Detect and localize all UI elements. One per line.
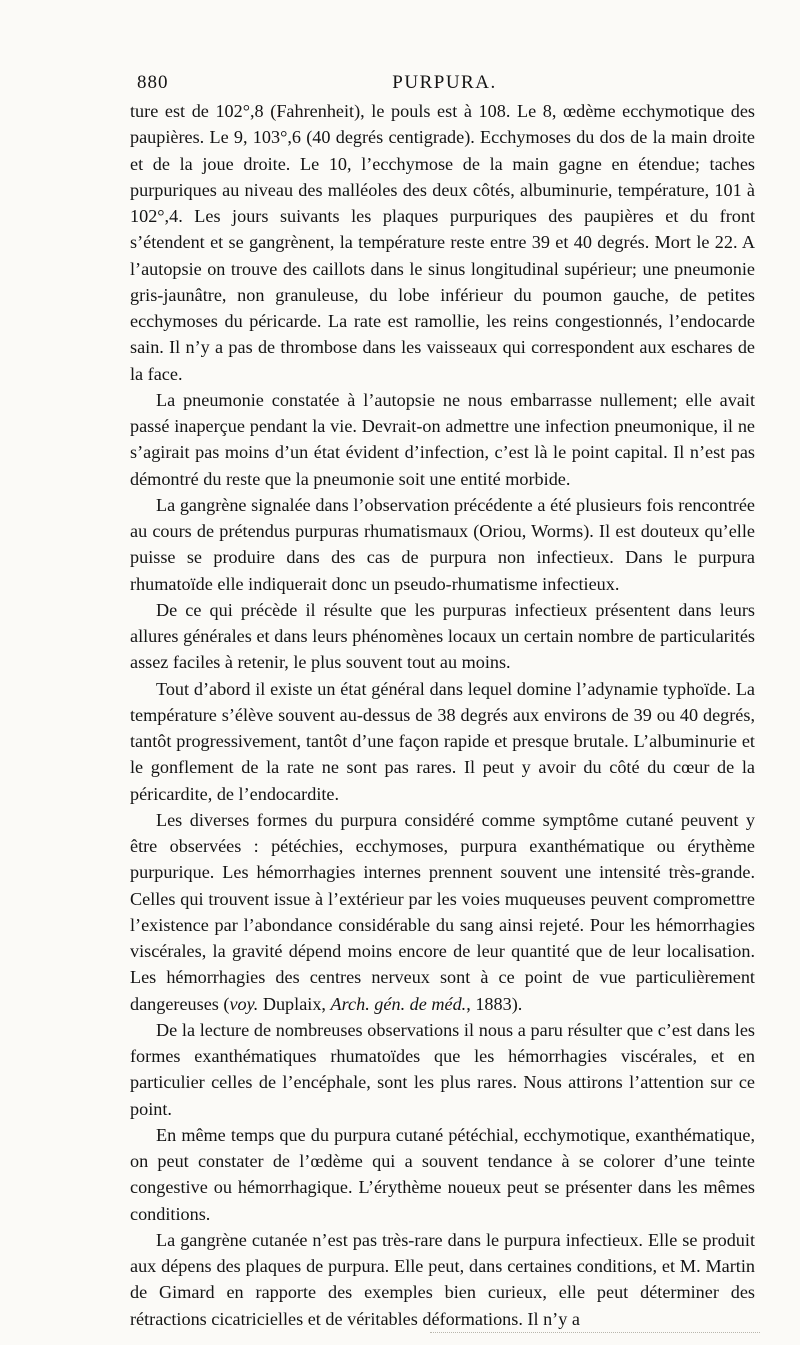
citation-voy: voy. [229,993,259,1014]
running-title: PURPURA. [392,72,497,93]
paragraph: En même temps que du purpura cutané pétéchial, ecchymotique, exanthématique, on peut constater de l’œdème qui a souvent tendance à se colorer d’une teinte congestive ou hémorrhagique. L’érythème noueux peut se présenter dans les mêmes conditions. [130,1124,755,1224]
citation-author: Duplaix, [258,993,331,1014]
citation-journal: Arch. gén. de méd. [330,993,467,1014]
paragraph: La gangrène signalée dans l’observation précédente a été plusieurs fois rencontrée au cours de prétendus purpuras rhumatismaux (Oriou, Worms). Il est douteux qu’elle puisse se produire dans des cas de purpura non infectieux. Dans le purpura rhumatoïde elle indiquerait donc un pseudo-rhumatisme infectieux. [130,494,755,594]
paragraph: La pneumonie constatée à l’autopsie ne nous embarrasse nullement; elle avait passé inaperçue pendant la vie. Devrait-on admettre une infection pneumonique, il ne s’agirait pas moins d’un état évident d’infection, c’est là le point capital. Il n’est pas démontré du reste que la pneumonie soit une entité morbide. [130,389,755,489]
page-number: 880 [137,72,169,93]
paragraph-with-citation [130,807,755,1017]
paragraph: ture est de 102°,8 (Fahrenheit), le pouls est à 108. Le 8, œdème ecchymotique des paupières. Le 9, 103°,6 (40 degrés centigrade). Ecchymoses du dos de la main droite et de la joue droite. Le 10, l’ecchymose de la main gagne en étendue; taches purpuriques au niveau des malléoles des deux côtés, albuminurie, température, 101 à 102°,4. Les jours suivants les plaques purpuriques des paupières et du front s’étendent et se gangrènent, la température reste entre 39 et 40 degrés. Mort le 22. A l’autopsie on trouve des caillots dans le sinus longitudinal supérieur; une pneumonie gris-jaunâtre, non granuleuse, du lobe inférieur du poumon gauche, de petites ecchymoses du péricarde. La rate est ramollie, les reins congestionnés, l’endocarde sain. Il n’y a pas de thrombose dans les vaisseaux qui correspondent aux eschares de la face. [130,101,755,384]
running-header [137,72,752,98]
paragraph: La gangrène cutanée n’est pas très-rare dans le purpura infectieux. Elle se produit aux dépens des plaques de purpura. Elle peut, dans certaines conditions, et M. Martin de Gimard en rapporte des exemples bien curieux, elle peut déterminer des rétractions cicatricielles et de véritables déformations. Il n’y a [130,1229,755,1329]
bottom-edge-rule [430,1332,760,1333]
citation-year: , 1883). [466,993,523,1014]
paragraph: De ce qui précède il résulte que les purpuras infectieux présentent dans leurs allures générales et dans leurs phénomènes locaux un certain nombre de particularités assez faciles à retenir, le plus souvent tout au moins. [130,599,755,673]
paragraph-text: Les diverses formes du purpura considéré comme symptôme cutané peuvent y être observées : pétéchies, ecchymoses, purpura exanthématique ou érythème purpurique. Les hémorrhagies internes prennent souvent une intensité très-grande. Celles qui trouvent issue à l’extérieur par les voies muqueuses peuvent compromettre l’existence par l’abondance considérable du sang ainsi rejeté. Pour les hémorrhagies viscérales, la gravité dépend moins encore de leur quantité que de leur localisation. Les hémorrhagies des centres nerveux sont à ce point de vue particulièrement dangereuses ( [130,809,755,1014]
paragraph: De la lecture de nombreuses observations il nous a paru résulter que c’est dans les formes exanthématiques rhumatoïdes que les hémorrhagies viscérales, et en particulier celles de l’encéphale, sont les plus rares. Nous attirons l’attention sur ce point. [130,1019,755,1119]
body-text [130,98,755,1332]
paragraph: Tout d’abord il existe un état général dans lequel domine l’adynamie typhoïde. La température s’élève souvent au-dessus de 38 degrés aux environs de 39 ou 40 degrés, tantôt progressivement, tantôt d’une façon rapide et presque brutale. L’albuminurie et le gonflement de la rate ne sont pas rares. Il peut y avoir du côté du cœur de la péricardite, de l’endocardite. [130,678,755,804]
